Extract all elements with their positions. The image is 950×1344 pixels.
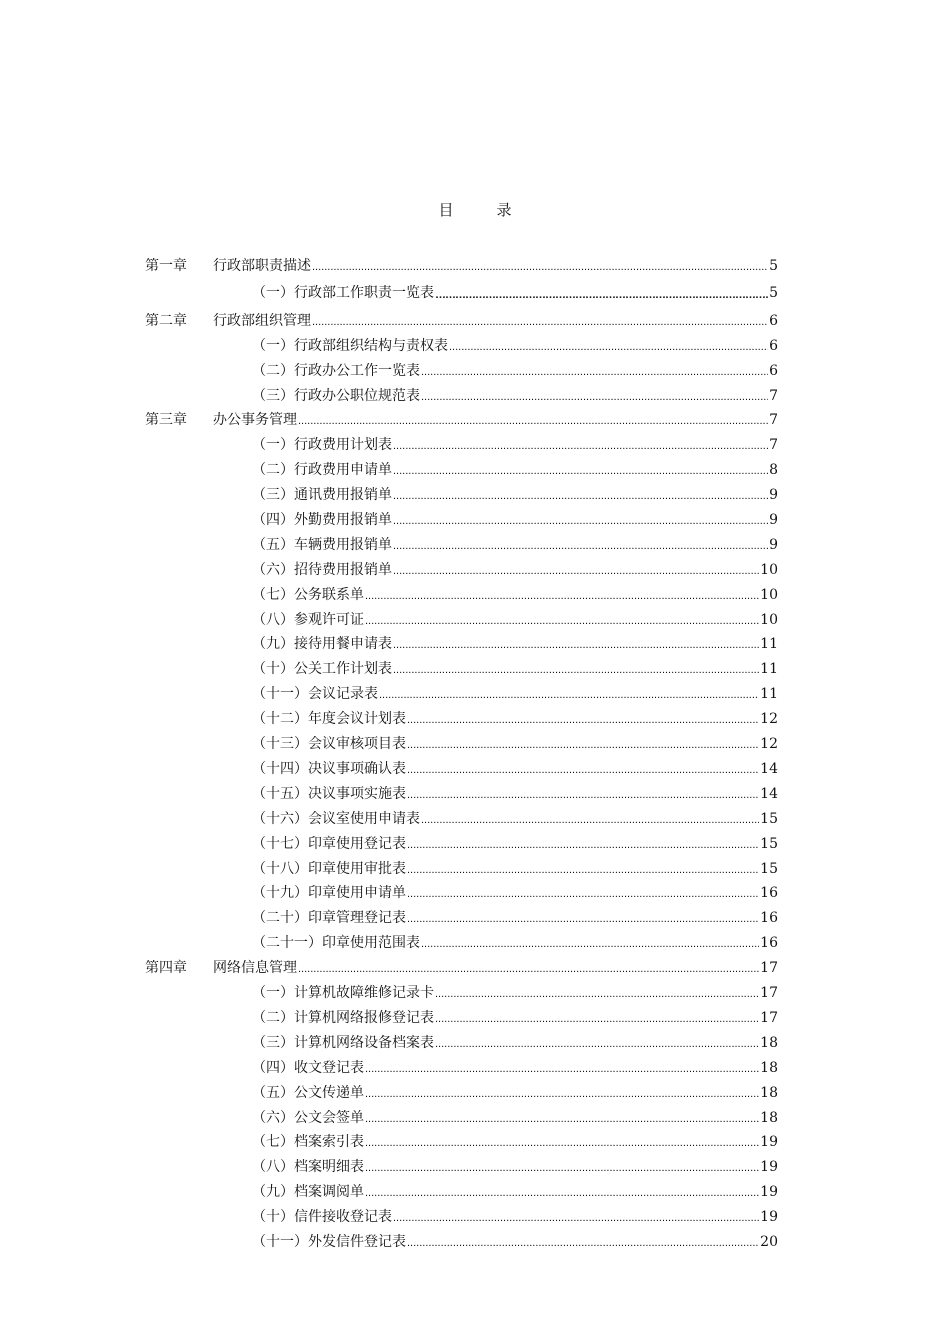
toc-leader-dots (407, 732, 759, 756)
toc-page-number: 16 (760, 910, 778, 926)
toc-entry-title: （十二）年度会议计划表 (252, 711, 406, 727)
toc-entry-title: （二）行政费用申请单 (252, 462, 392, 478)
toc-page-number: 11 (760, 686, 778, 702)
toc-section-row[interactable] (252, 707, 778, 731)
toc-leader-dots (435, 1031, 759, 1055)
toc-page-number: 6 (769, 363, 778, 379)
toc-leader-dots (393, 632, 759, 656)
toc-entry-title: （三）计算机网络设备档案表 (252, 1035, 434, 1051)
toc-leader-dots (421, 807, 759, 831)
toc-leader-dots (393, 558, 759, 582)
toc-page-number: 15 (760, 836, 778, 852)
toc-entry-title: 网络信息管理 (213, 960, 297, 976)
toc-page-number: 20 (760, 1234, 778, 1250)
toc-section-row[interactable] (252, 1155, 778, 1179)
toc-leader-dots (407, 906, 759, 930)
toc-page-number: 11 (760, 636, 778, 652)
toc-entry-title: （十）公关工作计划表 (252, 661, 392, 677)
toc-entry-title: （十六）会议室使用申请表 (252, 811, 420, 827)
toc-entry-title: （六）公文会签单 (252, 1110, 364, 1126)
toc-entry-title: （一）行政部组织结构与责权表 (252, 338, 448, 354)
toc-chapter-row[interactable] (145, 254, 778, 278)
toc-chapter-number: 第四章 (145, 960, 187, 976)
toc-page-number: 17 (760, 960, 778, 976)
toc-leader-dots (312, 254, 768, 278)
toc-entry-title: （二）行政办公工作一览表 (252, 363, 420, 379)
toc-page-number: 19 (760, 1134, 778, 1150)
toc-section-row[interactable] (252, 359, 778, 383)
toc-chapter-row[interactable] (145, 309, 778, 333)
toc-chapter-number: 第三章 (145, 412, 187, 428)
toc-page-number: 8 (769, 462, 778, 478)
toc-entry-title: 行政部职责描述 (213, 258, 311, 274)
toc-page-number: 18 (760, 1060, 778, 1076)
toc-leader-dots (393, 508, 768, 532)
toc-page-number: 12 (760, 711, 778, 727)
toc-page-number: 6 (769, 338, 778, 354)
toc-leader-dots (365, 1106, 759, 1130)
toc-entry-title: （十五）决议事项实施表 (252, 786, 406, 802)
toc-leader-dots (421, 359, 768, 383)
toc-page-number: 19 (760, 1184, 778, 1200)
toc-leader-dots (407, 1230, 759, 1254)
toc-page-number: 14 (760, 761, 778, 777)
toc-entry-title: （三）通讯费用报销单 (252, 487, 392, 503)
toc-page-number: 15 (760, 861, 778, 877)
toc-section-row[interactable] (252, 657, 778, 681)
toc-section-row[interactable] (252, 807, 778, 831)
toc-leader-dots (407, 782, 759, 806)
toc-page-number: 17 (760, 1010, 778, 1026)
toc-page-number: 19 (760, 1209, 778, 1225)
toc-entry-title: （十）信件接收登记表 (252, 1209, 392, 1225)
toc-entry-title: （二十一）印章使用范围表 (252, 935, 420, 951)
toc-section-row[interactable] (252, 1205, 778, 1229)
toc-page-number: 15 (760, 811, 778, 827)
toc-entry-title: （十一）外发信件登记表 (252, 1234, 406, 1250)
toc-page-number: 7 (769, 388, 778, 404)
toc-page-number: 9 (769, 512, 778, 528)
toc-section-row[interactable] (252, 508, 778, 532)
toc-entry-title: （二）计算机网络报修登记表 (252, 1010, 434, 1026)
toc-leader-dots (449, 334, 768, 358)
toc-section-row[interactable] (252, 334, 778, 358)
toc-leader-dots (393, 458, 768, 482)
toc-entry-title: （七）档案索引表 (252, 1134, 364, 1150)
toc-leader-dots (365, 1130, 759, 1154)
toc-page-number: 11 (760, 661, 778, 677)
toc-entry-title: （一）行政部工作职责一览表 (252, 285, 434, 301)
toc-entry-title: （五）车辆费用报销单 (252, 537, 392, 553)
toc-leader-dots (393, 657, 759, 681)
toc-entry-title: 办公事务管理 (213, 412, 297, 428)
toc-entry-title: （八）档案明细表 (252, 1159, 364, 1175)
toc-section-row[interactable] (252, 682, 778, 706)
toc-entry-title: （十一）会议记录表 (252, 686, 378, 702)
toc-chapter-row[interactable] (145, 408, 778, 432)
toc-leader-dots (407, 832, 759, 856)
toc-page-number: 10 (760, 562, 778, 578)
toc-leader-dots (435, 1006, 759, 1030)
toc-section-row[interactable] (252, 281, 778, 305)
toc-leader-dots (393, 533, 768, 557)
toc-section-row[interactable] (252, 732, 778, 756)
toc-page-number: 5 (769, 258, 778, 274)
toc-page-number: 10 (760, 587, 778, 603)
toc-leader-dots (365, 1155, 759, 1179)
toc-entry-title: （十九）印章使用申请单 (252, 885, 406, 901)
toc-entry-title: （四）外勤费用报销单 (252, 512, 392, 528)
toc-leader-dots (407, 857, 759, 881)
toc-section-row[interactable] (252, 1031, 778, 1055)
toc-leader-dots (365, 583, 759, 607)
toc-page-number: 14 (760, 786, 778, 802)
toc-page-number: 17 (760, 985, 778, 1001)
toc-leader-dots (365, 608, 759, 632)
toc-leader-dots (407, 881, 759, 905)
toc-section-row[interactable] (252, 857, 778, 881)
toc-section-row[interactable] (252, 608, 778, 632)
toc-section-row[interactable] (252, 583, 778, 607)
toc-leader-dots (365, 1180, 759, 1204)
toc-section-row[interactable] (252, 1056, 778, 1080)
toc-page-number: 12 (760, 736, 778, 752)
toc-entry-title: （八）参观许可证 (252, 612, 364, 628)
toc-section-row[interactable] (252, 1180, 778, 1204)
toc-leader-dots (365, 1056, 759, 1080)
toc-leader-dots (393, 433, 768, 457)
toc-leader-dots (393, 483, 768, 507)
toc-page-number: 16 (760, 885, 778, 901)
toc-section-row[interactable] (252, 558, 778, 582)
toc-section-row[interactable] (252, 931, 778, 955)
toc-chapter-row[interactable] (145, 956, 778, 980)
toc-page-number: 18 (760, 1110, 778, 1126)
toc-leader-dots (379, 682, 759, 706)
toc-leader-dots (365, 1081, 759, 1105)
toc-leader-dots (407, 707, 759, 731)
toc-leader-dots (421, 384, 768, 408)
toc-entry-title: （五）公文传递单 (252, 1085, 364, 1101)
toc-section-row[interactable] (252, 881, 778, 905)
toc-section-row[interactable] (252, 1006, 778, 1030)
toc-entry-title: （七）公务联系单 (252, 587, 364, 603)
toc-page-number: 16 (760, 935, 778, 951)
toc-section-row[interactable] (252, 483, 778, 507)
toc-section-row[interactable] (252, 981, 778, 1005)
toc-leader-dots (435, 281, 768, 305)
toc-section-row[interactable] (252, 832, 778, 856)
toc-entry-title: （一）计算机故障维修记录卡 (252, 985, 434, 1001)
toc-page-number: 7 (769, 437, 778, 453)
toc-leader-dots (435, 981, 759, 1005)
toc-leader-dots (421, 931, 759, 955)
toc-entry-title: （九）档案调阅单 (252, 1184, 364, 1200)
toc-entry-title: （十七）印章使用登记表 (252, 836, 406, 852)
toc-entry-title: （九）接待用餐申请表 (252, 636, 392, 652)
page-title: 目 录 (438, 201, 526, 219)
toc-section-row[interactable] (252, 632, 778, 656)
toc-entry-title: （十三）会议审核项目表 (252, 736, 406, 752)
toc-chapter-number: 第二章 (145, 313, 187, 329)
toc-section-row[interactable] (252, 1230, 778, 1254)
toc-leader-dots (393, 1205, 759, 1229)
toc-leader-dots (407, 757, 759, 781)
toc-section-row[interactable] (252, 1106, 778, 1130)
toc-entry-title: （十八）印章使用审批表 (252, 861, 406, 877)
toc-page-number: 5 (769, 285, 778, 301)
toc-entry-title: 行政部组织管理 (213, 313, 311, 329)
toc-entry-title: （六）招待费用报销单 (252, 562, 392, 578)
toc-section-row[interactable] (252, 533, 778, 557)
toc-entry-title: （十四）决议事项确认表 (252, 761, 406, 777)
toc-section-row[interactable] (252, 906, 778, 930)
toc-page-number: 10 (760, 612, 778, 628)
toc-leader-dots (312, 309, 768, 333)
toc-chapter-number: 第一章 (145, 258, 187, 274)
toc-page-number: 18 (760, 1035, 778, 1051)
toc-page-number: 6 (769, 313, 778, 329)
toc-section-row[interactable] (252, 1130, 778, 1154)
toc-page-number: 19 (760, 1159, 778, 1175)
toc-entry-title: （三）行政办公职位规范表 (252, 388, 420, 404)
toc-leader-dots (298, 956, 759, 980)
toc-section-row[interactable] (252, 782, 778, 806)
toc-section-row[interactable] (252, 757, 778, 781)
toc-section-row[interactable] (252, 433, 778, 457)
toc-entry-title: （四）收文登记表 (252, 1060, 364, 1076)
toc-section-row[interactable] (252, 1081, 778, 1105)
toc-section-row[interactable] (252, 458, 778, 482)
toc-page-number: 9 (769, 487, 778, 503)
toc-page-number: 18 (760, 1085, 778, 1101)
toc-leader-dots (298, 408, 768, 432)
toc-section-row[interactable] (252, 384, 778, 408)
toc-entry-title: （二十）印章管理登记表 (252, 910, 406, 926)
toc-entry-title: （一）行政费用计划表 (252, 437, 392, 453)
toc-page-number: 9 (769, 537, 778, 553)
toc-page-number: 7 (769, 412, 778, 428)
